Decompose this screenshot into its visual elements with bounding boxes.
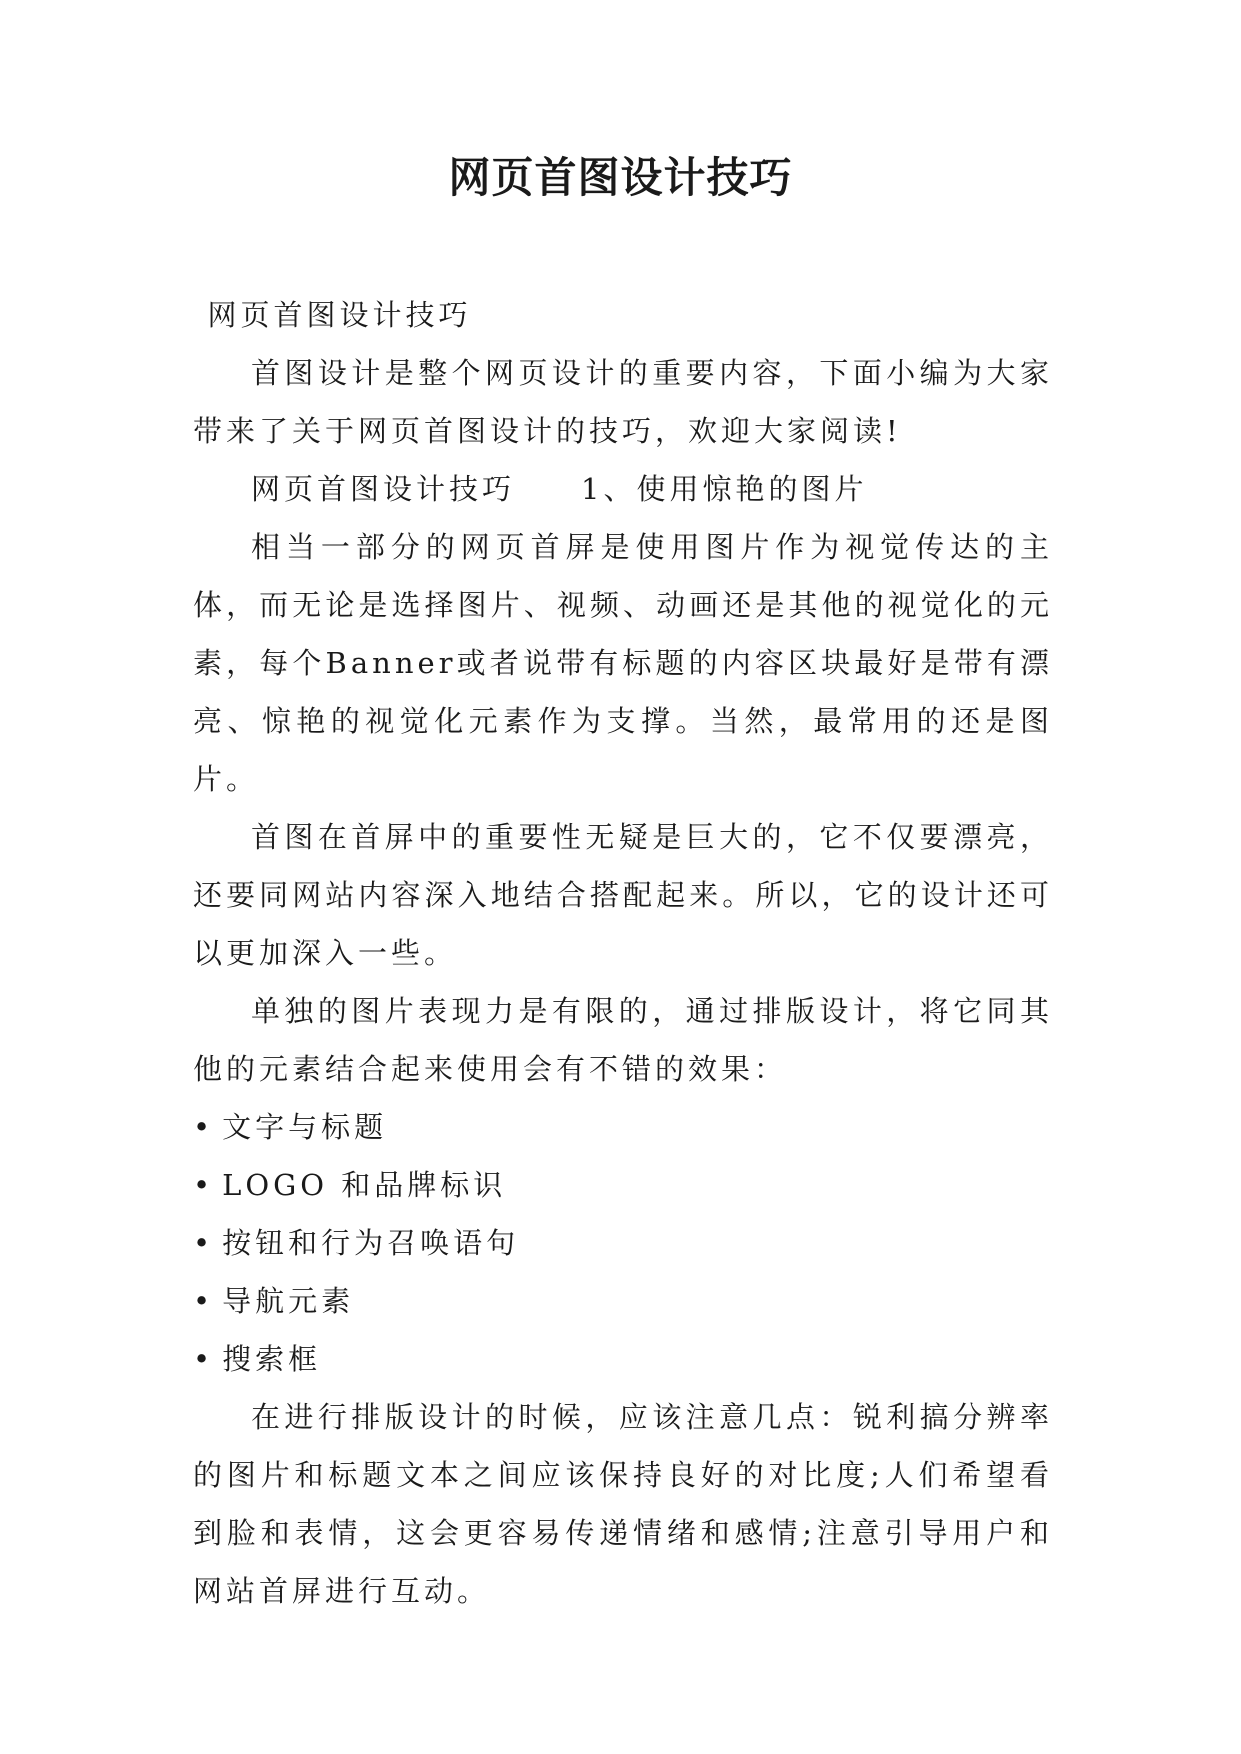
document-body [193, 286, 1053, 1620]
paragraph-4: 在进行排版设计的时候，应该注意几点：锐利搞分辨率的图片和标题文本之间应该保持良好的对比度;人们希望看到脸和表情，这会更容易传递情绪和感情;注意引导用户和网站首屏进行互动。 [193, 1400, 1053, 1608]
bullet-icon: • [193, 1168, 215, 1202]
list-item-text: 按钮和行为召唤语句 [222, 1226, 520, 1260]
paragraph-1: 相当一部分的网页首屏是使用图片作为视觉传达的主体，而无论是选择图片、视频、动画还是其他的视觉化的元素，每个Banner或者说带有标题的内容区块最好是带有漂亮、惊艳的视觉化元素作为支撑。当然，最常用的还是图片。 [193, 530, 1053, 796]
list-item [193, 1272, 1053, 1330]
section-heading: 网页首图设计技巧 1、使用惊艳的图片 [251, 472, 868, 506]
list-item [193, 1156, 1053, 1214]
list-item [193, 1214, 1053, 1272]
list-item [193, 1098, 1053, 1156]
bullet-icon: • [193, 1284, 215, 1318]
paragraph-2: 首图在首屏中的重要性无疑是巨大的，它不仅要漂亮，还要同网站内容深入地结合搭配起来。所以，它的设计还可以更加深入一些。 [193, 820, 1053, 970]
document-title: 网页首图设计技巧 [448, 153, 793, 202]
list-item [193, 1330, 1053, 1388]
intro-paragraph: 首图设计是整个网页设计的重要内容，下面小编为大家带来了关于网页首图设计的技巧，欢迎大家阅读! [193, 356, 1053, 448]
bullet-icon: • [193, 1110, 215, 1144]
list-item-text: LOGO 和品牌标识 [222, 1168, 507, 1202]
list-item-text: 文字与标题 [222, 1110, 388, 1144]
subtitle: 网页首图设计技巧 [207, 298, 472, 332]
list-item-text: 搜索框 [222, 1342, 322, 1376]
list-item-text: 导航元素 [222, 1284, 355, 1318]
bullet-icon: • [193, 1342, 215, 1376]
paragraph-3: 单独的图片表现力是有限的，通过排版设计，将它同其他的元素结合起来使用会有不错的效果： [193, 994, 1053, 1086]
bullet-icon: • [193, 1226, 215, 1260]
